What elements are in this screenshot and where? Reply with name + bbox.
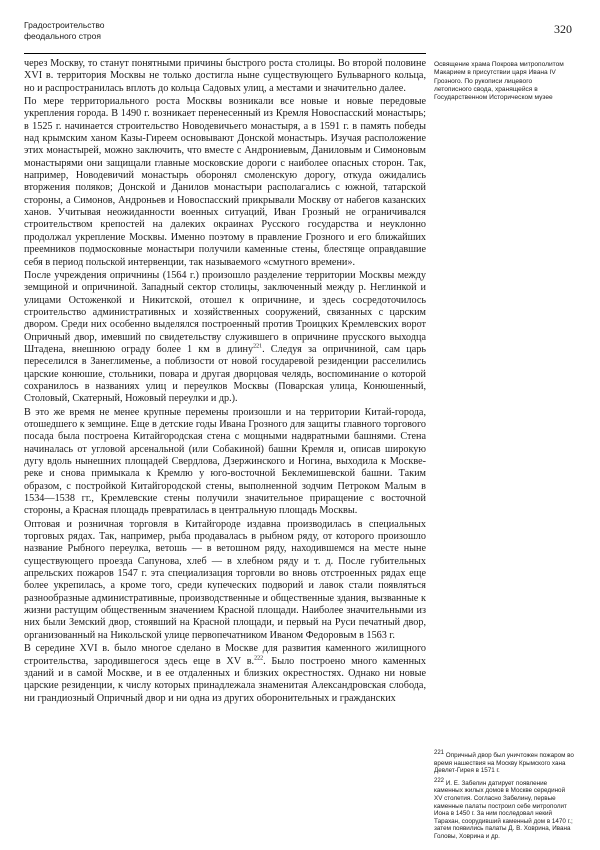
footnote — [434, 777, 574, 841]
page-number: 320 — [554, 22, 572, 36]
header-line-1: Градостроительство — [24, 20, 105, 30]
header-rule — [24, 53, 426, 54]
paragraph — [24, 643, 426, 705]
image-caption: Освящение храма Покрова митрополитом Макарием в присутствии царя Ивана IV Грозного. По рукописи лицевого летописного свода, хранящейся в Государственном Историческом музее — [434, 61, 564, 102]
footnote-number: 221 — [434, 749, 445, 756]
paragraph-text: После учреждения опричнины (1564 г.) произошло разделение территории Москвы между земщиной и опричниной. Западный сектор столицы, заключенный между р. Неглинкой и улицами Остоженкой и Никитской, отошел к опричнине, и здесь сосредоточилось строительство административных и хозяйственных сооружений, связанных с царским двором. Среди них особенно выделялся построенный против Троицких Кремлевских ворот Опричный двор, имевший по свидетельству служившего в опричнине прусского выходца Штадена, внешнюю ограду более 1 км в длину — [24, 269, 426, 355]
footnote-text: И. Е. Забелин датирует появление каменных жилых домов в Москве серединой XV столетия. Согласно Забелину, первые каменные палаты построил себе митрополит Иона в 1450 г. За ним последовал некий Тарахан, соорудивший каменный дом в 1470 г.; затем появились палаты Д. В. Ховрина, Ивана Головы, Ховрина и др. — [434, 779, 573, 840]
footnote-number: 222 — [434, 777, 445, 784]
paragraph-text: . Следуя за опричниной, сам царь переселился в Занеглименье, а поблизости от новой государевой резиденции расселились царские конюшие, стольники, повара и другая дворцовая челядь, воспоминание о которой сохранилось в названиях улиц и переулков Москвы (Поварская улица, Конюшенный, Столовый, Скатерный, Ножовый переулки и др.). — [24, 343, 426, 405]
paragraph: По мере территориального роста Москвы возникали все новые и новые передовые укрепления города. В 1490 г. возникает перенесенный из Кремля Новоспасский монастырь; в 1525 г. начинается строительство Новодевичьего монастыря, а в 1591 г. в память победы над крымским ханом Казы-Гиреем основывают Донской монастырь. Изучая расположение этих монастырей, можно заключить, что вместе с Андрониевым, Даниловым и Симоновым монастырями они защищали главные московские дороги с наиболее опасных сторон. Так, например, Новодевичий монастырь оборонял смоленскую дорогу, откуда ожидались вторжения поляков; Донской и Данилов монастыри располагались с южной, татарской стороны, а Симонов, Андроньев и Новоспасский прикрывали Москву от набегов казанских ханов. Учитывая неожиданности военных ситуаций, Иван Грозный не ограничивался строительством крепостей на далеких окраинах Русского государства и неуклонно продолжал укрепление Москвы. Именно поэтому в правление Грозного и его ближайших преемников подмосковные монастыри получили каменные стены, блестяще оправдавшие себя в период польской интервенции, так называемого «смутного времени». — [24, 96, 426, 268]
paragraph: через Москву, то станут понятными причины быстрого роста столицы. Во второй половине XVI в. территория Москвы не только достигла ныне существующего Бульварного кольца, но и распространилась вплоть до кольца Садовых улиц, а местами и значительно далее. — [24, 58, 426, 94]
header-line-2: феодального строя — [24, 31, 101, 41]
footnote-ref[interactable]: 222 — [254, 655, 264, 662]
footnote-ref[interactable]: 221 — [253, 343, 263, 350]
footnotes — [434, 749, 574, 846]
paragraph-text: В середине XVI в. было многое сделано в Москве для развития каменного жилищного строительства, зародившегося здесь еще в XV в. — [24, 643, 426, 667]
running-header — [24, 20, 105, 42]
footnote — [434, 749, 574, 775]
paragraph: В это же время не менее крупные перемены произошли и на территории Китай-города, отошедшего к земщине. Еще в детские годы Ивана Грозного для защиты главного торгового посада была построена Китайгородская стена с мощными надвратными башнями. Стена начиналась от угловой арсенальной (или Собакиной) башни Кремля и, описав широкую дугу вдоль нынешних площадей Свердлова, Дзержинского и Ногина, выходила к Москве-реке и снова примыкала к Кремлю у юго-восточной Беклемишевской башни. Таким образом, с постройкой Китайгородской стены, выполненной зодчим Петроком Малым в 1534—1538 гг., Кремлевские стены получили значительное приращение с восточной стороны, а Красная площадь превратилась в центральную площадь Москвы. — [24, 406, 426, 517]
footnote-text: Опричный двор был уничтожен пожаром во время нашествия на Москву Крымского хана Девлет-Гирея в 1571 г. — [434, 752, 574, 775]
paragraph — [24, 270, 426, 406]
paragraph-text: . Было построено много каменных зданий и в самой Москве, и в ее отдаленных и близких окрестностях. Однако ни новые царские резиденции, к числу которых принадлежала знаменитая Александровская слобода, ни грандиозный Опричный двор и ни одна из других оборонительных и гражданских — [24, 655, 426, 704]
main-text — [24, 58, 426, 706]
paragraph: Оптовая и розничная торговля в Китайгороде издавна производилась в специальных торговых рядах. Так, например, рыба продавалась в рыбном ряду, от которого произошло название Рыбного переулка, ветошь — в ветошном ряду, находившемся на месте ныне существующего проезда Сапунова, хлеб — в хлебном ряду и т. д. После губительных апрельских пожаров 1547 г. эта специализация торговли во вновь отстроенных рядах еще более укрепилась, а кроме того, среди купеческих подворий и лавок стали появляться разнообразные административные, производственные и общественные здания, вызванные к жизни растущим общественным значением Красной площади. Наиболее значительными из них были Земский двор, стоявший на Красной площади, и первый на Руси печатный двор, организованный на Никольской улице первопечатником Иваном Федоровым в 1563 г. — [24, 518, 426, 641]
